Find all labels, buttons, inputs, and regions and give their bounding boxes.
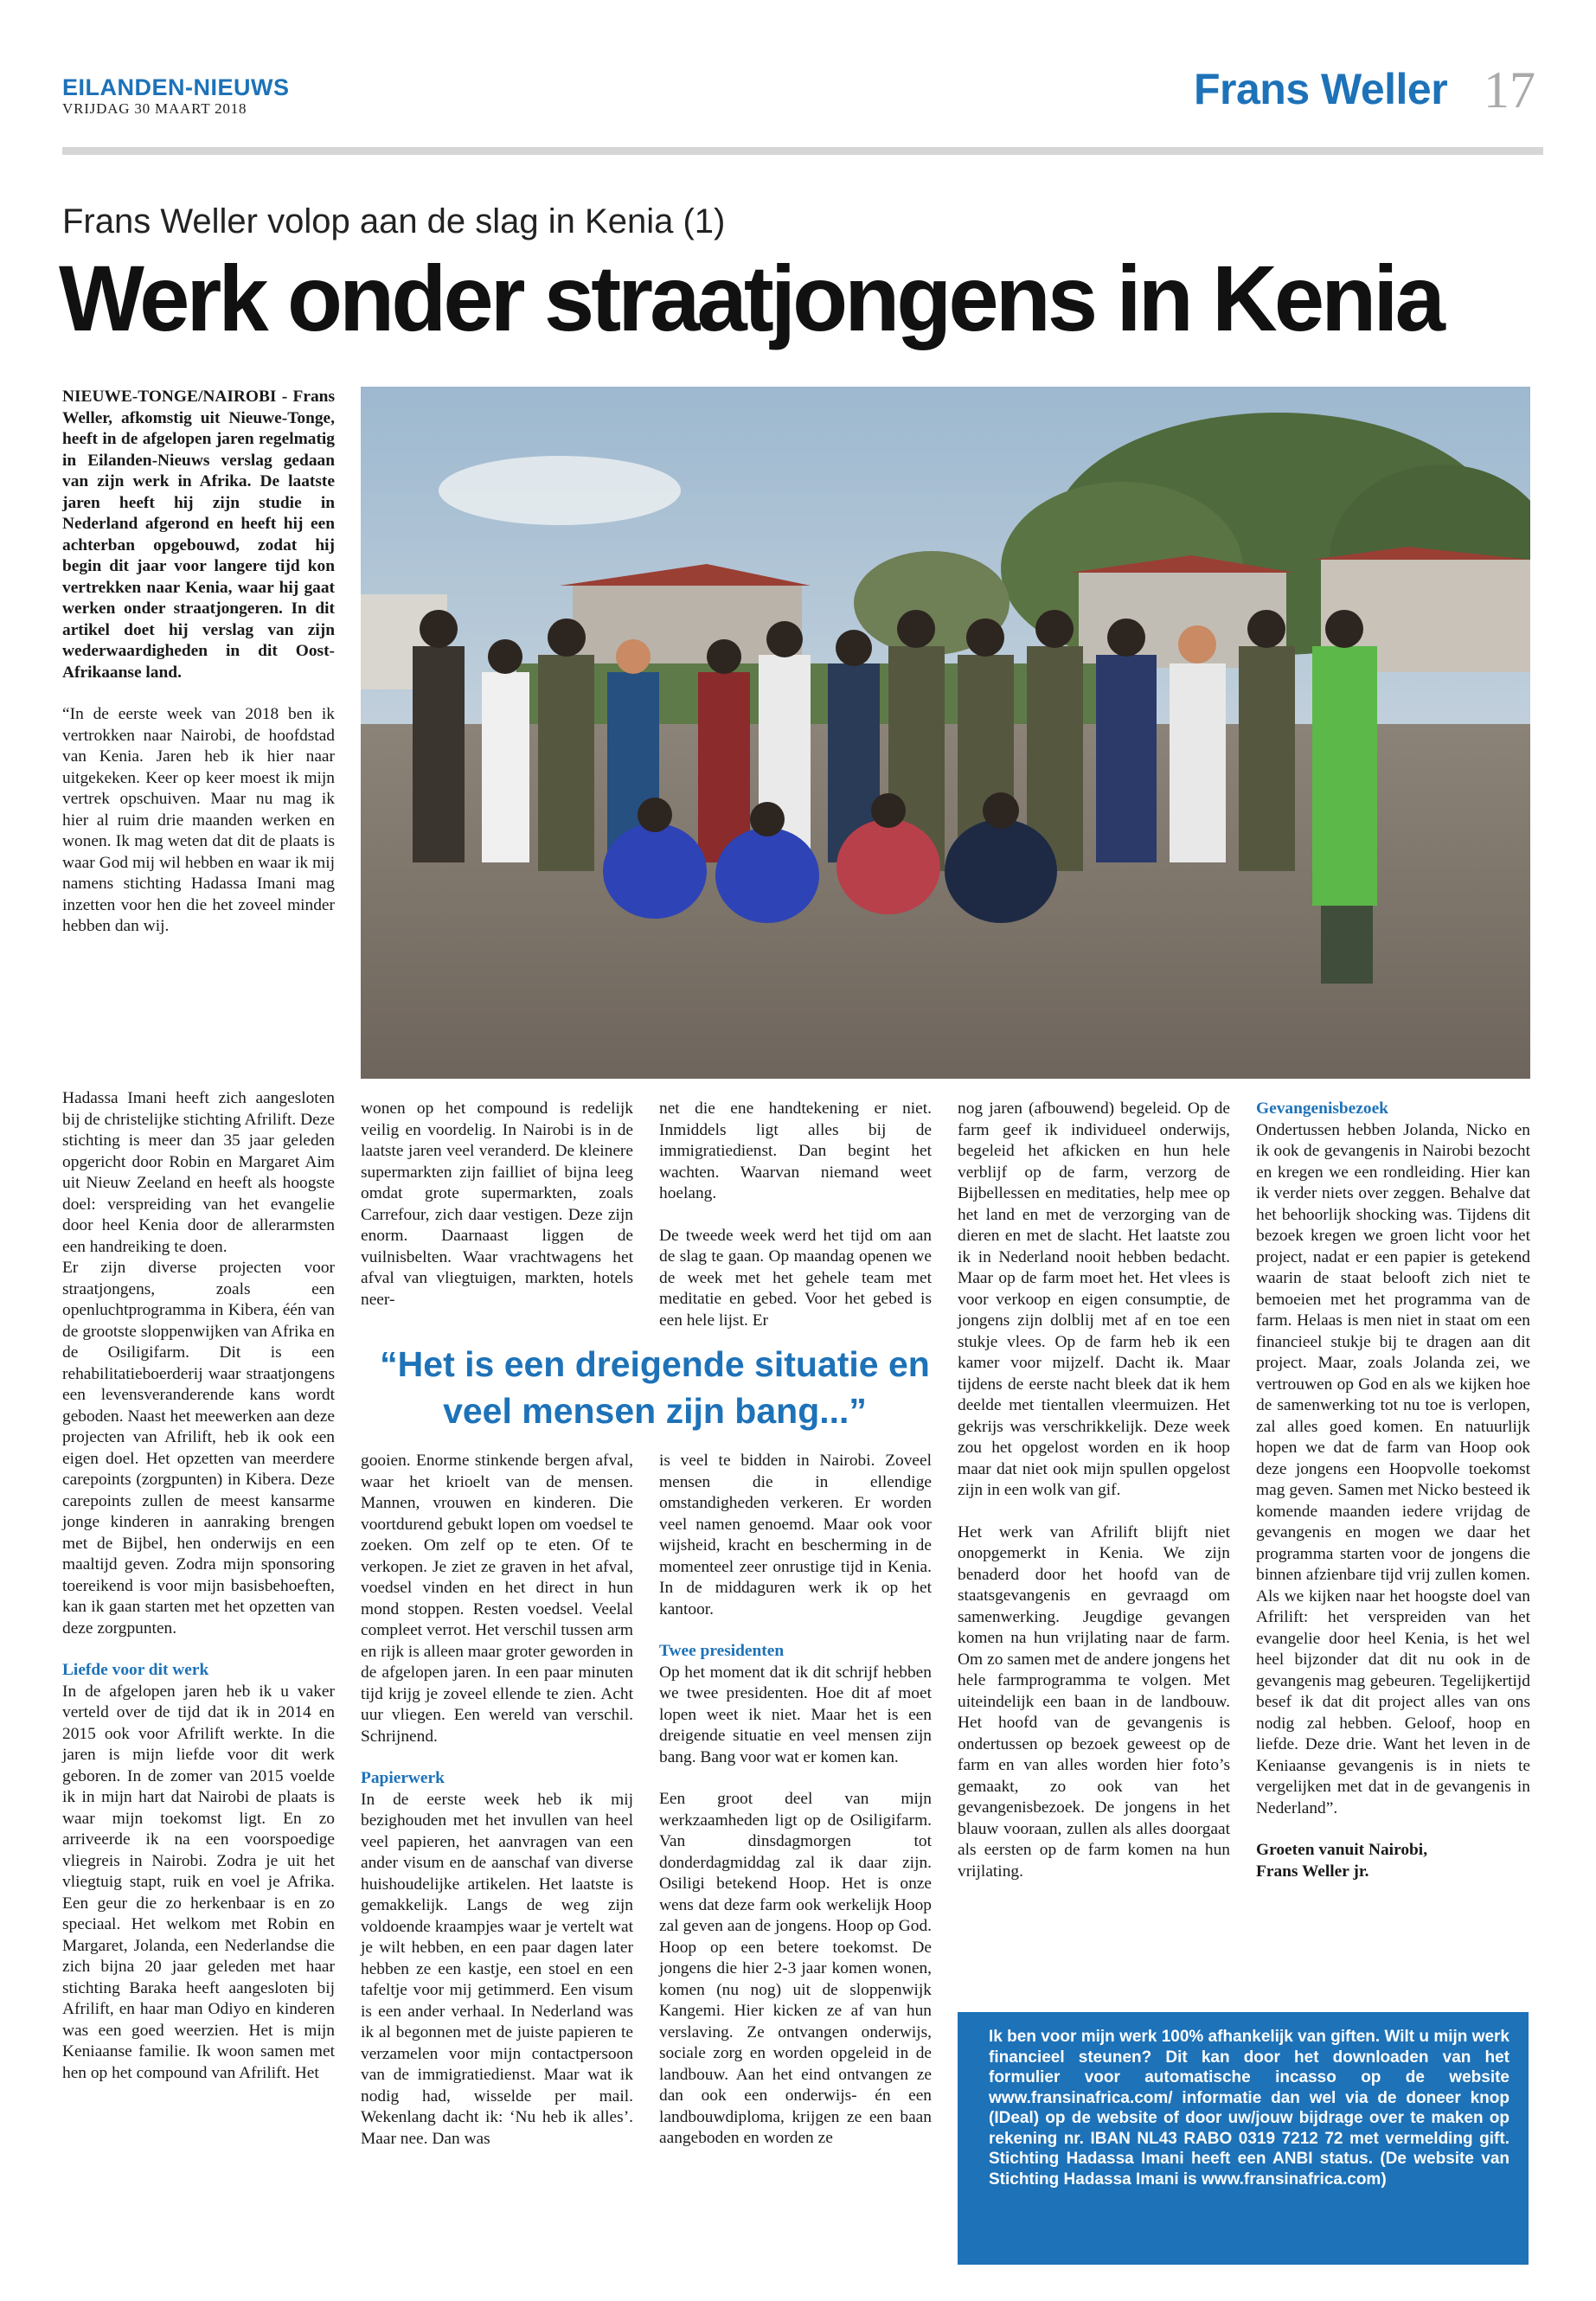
column-2-bottom (361, 1451, 633, 2150)
paragraph: gooien. Enorme stinkende bergen afval, waar het krioelt van de mensen. Mannen, vrouwen en kinderen. Die voortdurend gebukt lopen om voedsel te zoeken. Om zelf op te eten. Of te verkopen. Je ziet ze graven in het afval, voedsel vinden en het direct in hun mond stoppen. Resten voedsel. Veelal compleet verrot. Het verschil tussen arm en rijk is alleen maar groter geworden in de afgelopen jaren. In een paar minuten tijd krijg je zoveel ellende te zien. Acht uur vliegen. Een wereld van verschil. Schrijnend. (361, 1452, 633, 1746)
column-1-bottom (62, 1088, 335, 2084)
paragraph: “In de eerste week van 2018 ben ik vertrokken naar Nairobi, de hoofdstad van Kenia. Jaren heb ik hier naar uitgekeken. Keer op keer moest ik mijn vertrek opschuiven. Maar nu mag ik hier al ruim drie maanden werken en wonen. Ik mag weten dat dit de plaats is waar God mij wil hebben en waar ik mij namens stichting Hadassa Imani mag inzetten voor hen die het zoveel minder hebben dan wij. (62, 705, 335, 935)
paragraph: Op het moment dat ik dit schrijf hebben we twee presidenten. Hoe dit af moet lopen weet ik niet. Maar het is een dreigende situatie en veel mensen zijn bang. Bang voor wat er komen kan. (659, 1663, 932, 1766)
paragraph: In de eerste week heb ik mij bezighouden met het invullen van heel veel papieren, het aanvragen van een ander visum en de aanschaf van diverse huishoudelijke artikelen. Het laatste is gemakkelijk. Langs de weg zijn voldoende kraampjes waar je vertelt wat je wilt hebben, en een paar dagen later hebben ze een kastje, een stoel en een tafeltje voor mij getimmerd. Een visum is een ander verhaal. In Nederland was ik al begonnen met de juiste papieren te verzamelen voor mijn contactpersoon van de immigratiedienst. Maar wat ik nodig had, wisselde per mail. Wekenlang dacht ik: ‘Nu heb ik alles’. Maar nee. Dan was (361, 1790, 633, 2148)
paragraph: Een groot deel van mijn werkzaamheden ligt op de Osiligifarm. Van dinsdagmorgen tot donderdagmiddag zal ik daar zijn. Osiligi betekend Hoop. Het is onze wens dat deze farm ook werkelijk Hoop zal geven aan de jongens. Hoop op God. Hoop op een betere toekomst. De jongens die hier 2-3 jaar komen wonen, komen (nu nog) uit de sloppenwijk Kangemi. Hier kicken ze af van hun verslaving. Ze ontvangen onderwijs, sociale zorg en worden opgeleid in de landbouw. Aan het eind ontvangen ze dan ook een onderwijs- én een landbouwdiploma, krijgen ze een baan aangeboden en worden ze (659, 1790, 932, 2147)
article-headline: Werk onder straatjongens in Kenia (59, 246, 1442, 350)
column-1-top (62, 387, 335, 938)
paragraph: is veel te bidden in Nairobi. Zoveel mensen die in ellendige omstandigheden verkeren. Er worden veel namen genoemd. Maar ook voor wijsheid, kracht en bescherming in de momenteel zeer onrustige tijd in Kenia. In de middaguren werk ik op het kantoor. (659, 1452, 932, 1618)
article-kicker: Frans Weller volop aan de slag in Kenia (1) (62, 202, 726, 240)
subheading-papierwerk: Papierwerk (361, 1769, 445, 1787)
paragraph: In de afgelopen jaren heb ik u vaker verteld over de tijd dat ik in 2014 en 2015 ook voor Afrilift werkte. In die jaren is mijn liefde voor dit werk geboren. In de zomer van 2015 voelde ik in mijn hart dat Nairobi de plaats is waar mijn toekomst ligt. En zo arriveerde ik na een voorspoedige vliegreis in Nairobi. Zodra je uit het vliegtuig stapt, ruik en voel je Afrika. Een geur die zo herkenbaar is en zo speciaal. Het welkom met Robin en Margaret, Jolanda, een Nederlandse die zich bijna 20 jaar geleden met haar stichting Baraka heeft aangesloten bij Afrilift, en haar man Odiyo en kinderen was een goed weerzien. Het is mijn Keniaanse familie. Ik woon samen met hen op het compound van Afrilift. Het (62, 1682, 335, 2082)
donation-info-box (958, 2012, 1529, 2265)
paragraph: Hadassa Imani heeft zich aangesloten bij de christelijke stichting Afrilift. Deze stichting is meer dan 35 jaar geleden opgericht door Robin en Margaret Aim uit Nieuw Zeeland en heeft als hoogste doel: verspreiding van het evangelie door heel Kenia door de allerarmsten een handreiking te doen. (62, 1089, 335, 1256)
group-photo (361, 387, 1530, 1079)
column-4 (958, 1099, 1230, 1882)
paragraph: Er zijn diverse projecten voor straatjongens, zoals een openluchtprogramma in Kibera, één van de grootste sloppenwijken van Afrika en de Osiligifarm. Dit is een rehabilitatieboerderij waar straatjongens een levensveranderende kans wordt geboden. Naast het meewerken aan deze projecten van Afrilift, heb ik ook een eigen doel. Het opzetten van meerdere carepoints (zorgpunten) in Kibera. Deze carepoints zullen de meest kansarme jonge kinderen in aanraking brengen met de Bijbel, hen onderwijs en een maaltijd geven. Zodra mijn sponsoring toereikend is voor mijn basisbehoeften, kan ik gaan starten met het opzetten van deze zorgpunten. (62, 1259, 335, 1638)
photo-illustration (361, 387, 1530, 1079)
column-5 (1256, 1099, 1530, 1882)
signoff-greeting: Groeten vanuit Nairobi, (1256, 1841, 1428, 1859)
paragraph: net die ene handtekening er niet. Inmiddels ligt alles bij de immigratiedienst. Dan begint het wachten. Waarvan niemand weet hoelang. (659, 1099, 932, 1202)
paragraph: wonen op het compound is redelijk veilig en voordelig. In Nairobi is in de laatste jaren veel veranderd. De kleinere supermarkten zijn failliet of bijna leeg omdat grote supermarkten, zoals Carrefour, zich daar vestigen. Deze zijn enorm. Daarnaast liggen de vuilnisbelten. Waar vrachtwagens het afval van vliegtuigen, markten, hotels neer- (361, 1099, 633, 1309)
subheading-liefde: Liefde voor dit werk (62, 1661, 209, 1679)
page-number: 17 (1484, 61, 1535, 119)
signoff-author: Frans Weller jr. (1256, 1862, 1369, 1881)
paragraph: Het werk van Afrilift blijft niet onopgemerkt in Kenia. We zijn benaderd door het hoofd van de staatsgevangenis en gevraagd om samenwerking. Jeugdige gevangen komen na hun vrijlating naar de farm. Om zo samen met de andere jongens het hele farmprogramma te volgen. Met uiteindelijk een baan in de landbouw. Het hoofd van de gevangenis is ondertussen op bezoek geweest op de farm en van alles worden hier foto’s gemaakt, zo ook van het gevangenisbezoek. De jongens in het blauw vooraan, zullen als alles doorgaat als eersten op de farm komen na hun vrijlating. (958, 1522, 1230, 1881)
paragraph: De tweede week werd het tijd om aan de slag te gaan. Op maandag openen we de week met het gehele team met meditatie en gebed. Voor het gebed is een hele lijst. Er (659, 1226, 932, 1330)
column-2-top (361, 1099, 633, 1311)
paragraph: nog jaren (afbouwend) begeleid. Op de farm geef ik individueel onderwijs, begeleid het afkicken en hun hele verblijf op de farm, verzorg de Bijbellessen en meditaties, help mee op het land en met de verzorging van de dieren en met de slacht. Het laatste zou ik in Nederland nooit hebben bedacht. Maar op de farm moet het. Het vlees is voor verkoop en eigen consumptie, de jongens zijn dolblij met af en toe een stukje vlees. Op de farm heb ik een kamer voor mijzelf. Dacht ik. Maar tijdens de eerste nacht bleek dat ik hem deelde met tientallen vleermuizen. Het gekrijs was verschrikkelijk. Deze week zou het opgelost worden en ik hoop maar dat niet ook mijn spullen opgelost zijn in een wolk van gif. (958, 1099, 1230, 1499)
donation-text: Ik ben voor mijn werk 100% afhankelijk van giften. Wilt u mijn werk financieel steunen? Dit kan door het downloaden van het formulier voor automatische incasso op de website www.fransinafrica.com/ informatie dan wel via de doneer knop (IDeal) op de website of door uw/jouw bijdrage over te maken op rekening nr. IBAN NL43 RABO 0319 7212 72 met vermelding gift. Stichting Hadassa Imani heeft een ANBI status. (De website van Stichting Hadassa Imani is www.fransinafrica.com) (989, 2028, 1509, 2189)
section-name: Frans Weller (1194, 65, 1448, 113)
pull-quote: “Het is een dreigende situatie en veel mensen zijn bang...” (380, 1344, 930, 1431)
header-rule (62, 147, 1543, 155)
subheading-gevangenisbezoek: Gevangenisbezoek (1256, 1099, 1388, 1118)
issue-date: VRIJDAG 30 MAART 2018 (62, 100, 247, 117)
column-3-bottom (659, 1451, 932, 2150)
subheading-presidenten: Twee presidenten (659, 1642, 785, 1660)
newspaper-logo: EILANDEN-NIEUWS (62, 74, 290, 100)
column-3-top (659, 1099, 932, 1331)
article-intro: NIEUWE-TONGE/NAIROBI - Frans Weller, afkomstig uit Nieuwe-Tonge, heeft in de afgelopen jaren regelmatig in Eilanden-Nieuws verslag gedaan van zijn werk in Afrika. De laatste jaren heeft hij zijn studie in Nederland afgerond en heeft hij een achterban opgebouwd, zodat hij begin dit jaar voor langere tijd kon vertrekken naar Kenia, waar hij gaat werken onder straatjongeren. In dit artikel doet hij verslag van zijn wederwaardigheden in dit Oost-Afrikaanse land. (62, 388, 335, 682)
paragraph: Ondertussen hebben Jolanda, Nicko en ik ook de gevangenis in Nairobi bezocht en kregen we een rondleiding. Hier kan ik verder niets over zeggen. Behalve dat het behoorlijk shocking was. Tijdens dit bezoek kregen we groen licht voor het project, nadat er een papier is getekend waarin de staat belooft zich niet te bemoeien met het programma van de farm. Helaas is men niet in staat om een financieel stukje bij te dragen aan dit project. Maar, zoals Jolanda zei, we vertrouwen op God en als we kijken hoe de samenwerking tot nu toe is verlopen, zal alles goed komen. En natuurlijk hopen we dat de farm van Hoop ook deze jongens een Hoopvolle toekomst mag geven. Samen met Nicko besteed ik komende maanden iedere vrijdag de gevangenis en mogen we daar het programma starten voor de jongens die binnen afzienbare tijd vrij zullen komen. Als we kijken naar het hoogste doel van Afrilift: het verspreiden van het evangelie door heel Kenia, is het wel heel bijzonder dat dit nu ook in de gevangenis mag gebeuren. Tegelijkertijd besef ik dat dit project alles van ons nodig zal hebben. Geloof, hoop en liefde. Deze drie. Want het leven in de Keniaanse gevangenis is in niets te vergelijken met dat in de gevangenis in Nederland”. (1256, 1120, 1530, 1817)
